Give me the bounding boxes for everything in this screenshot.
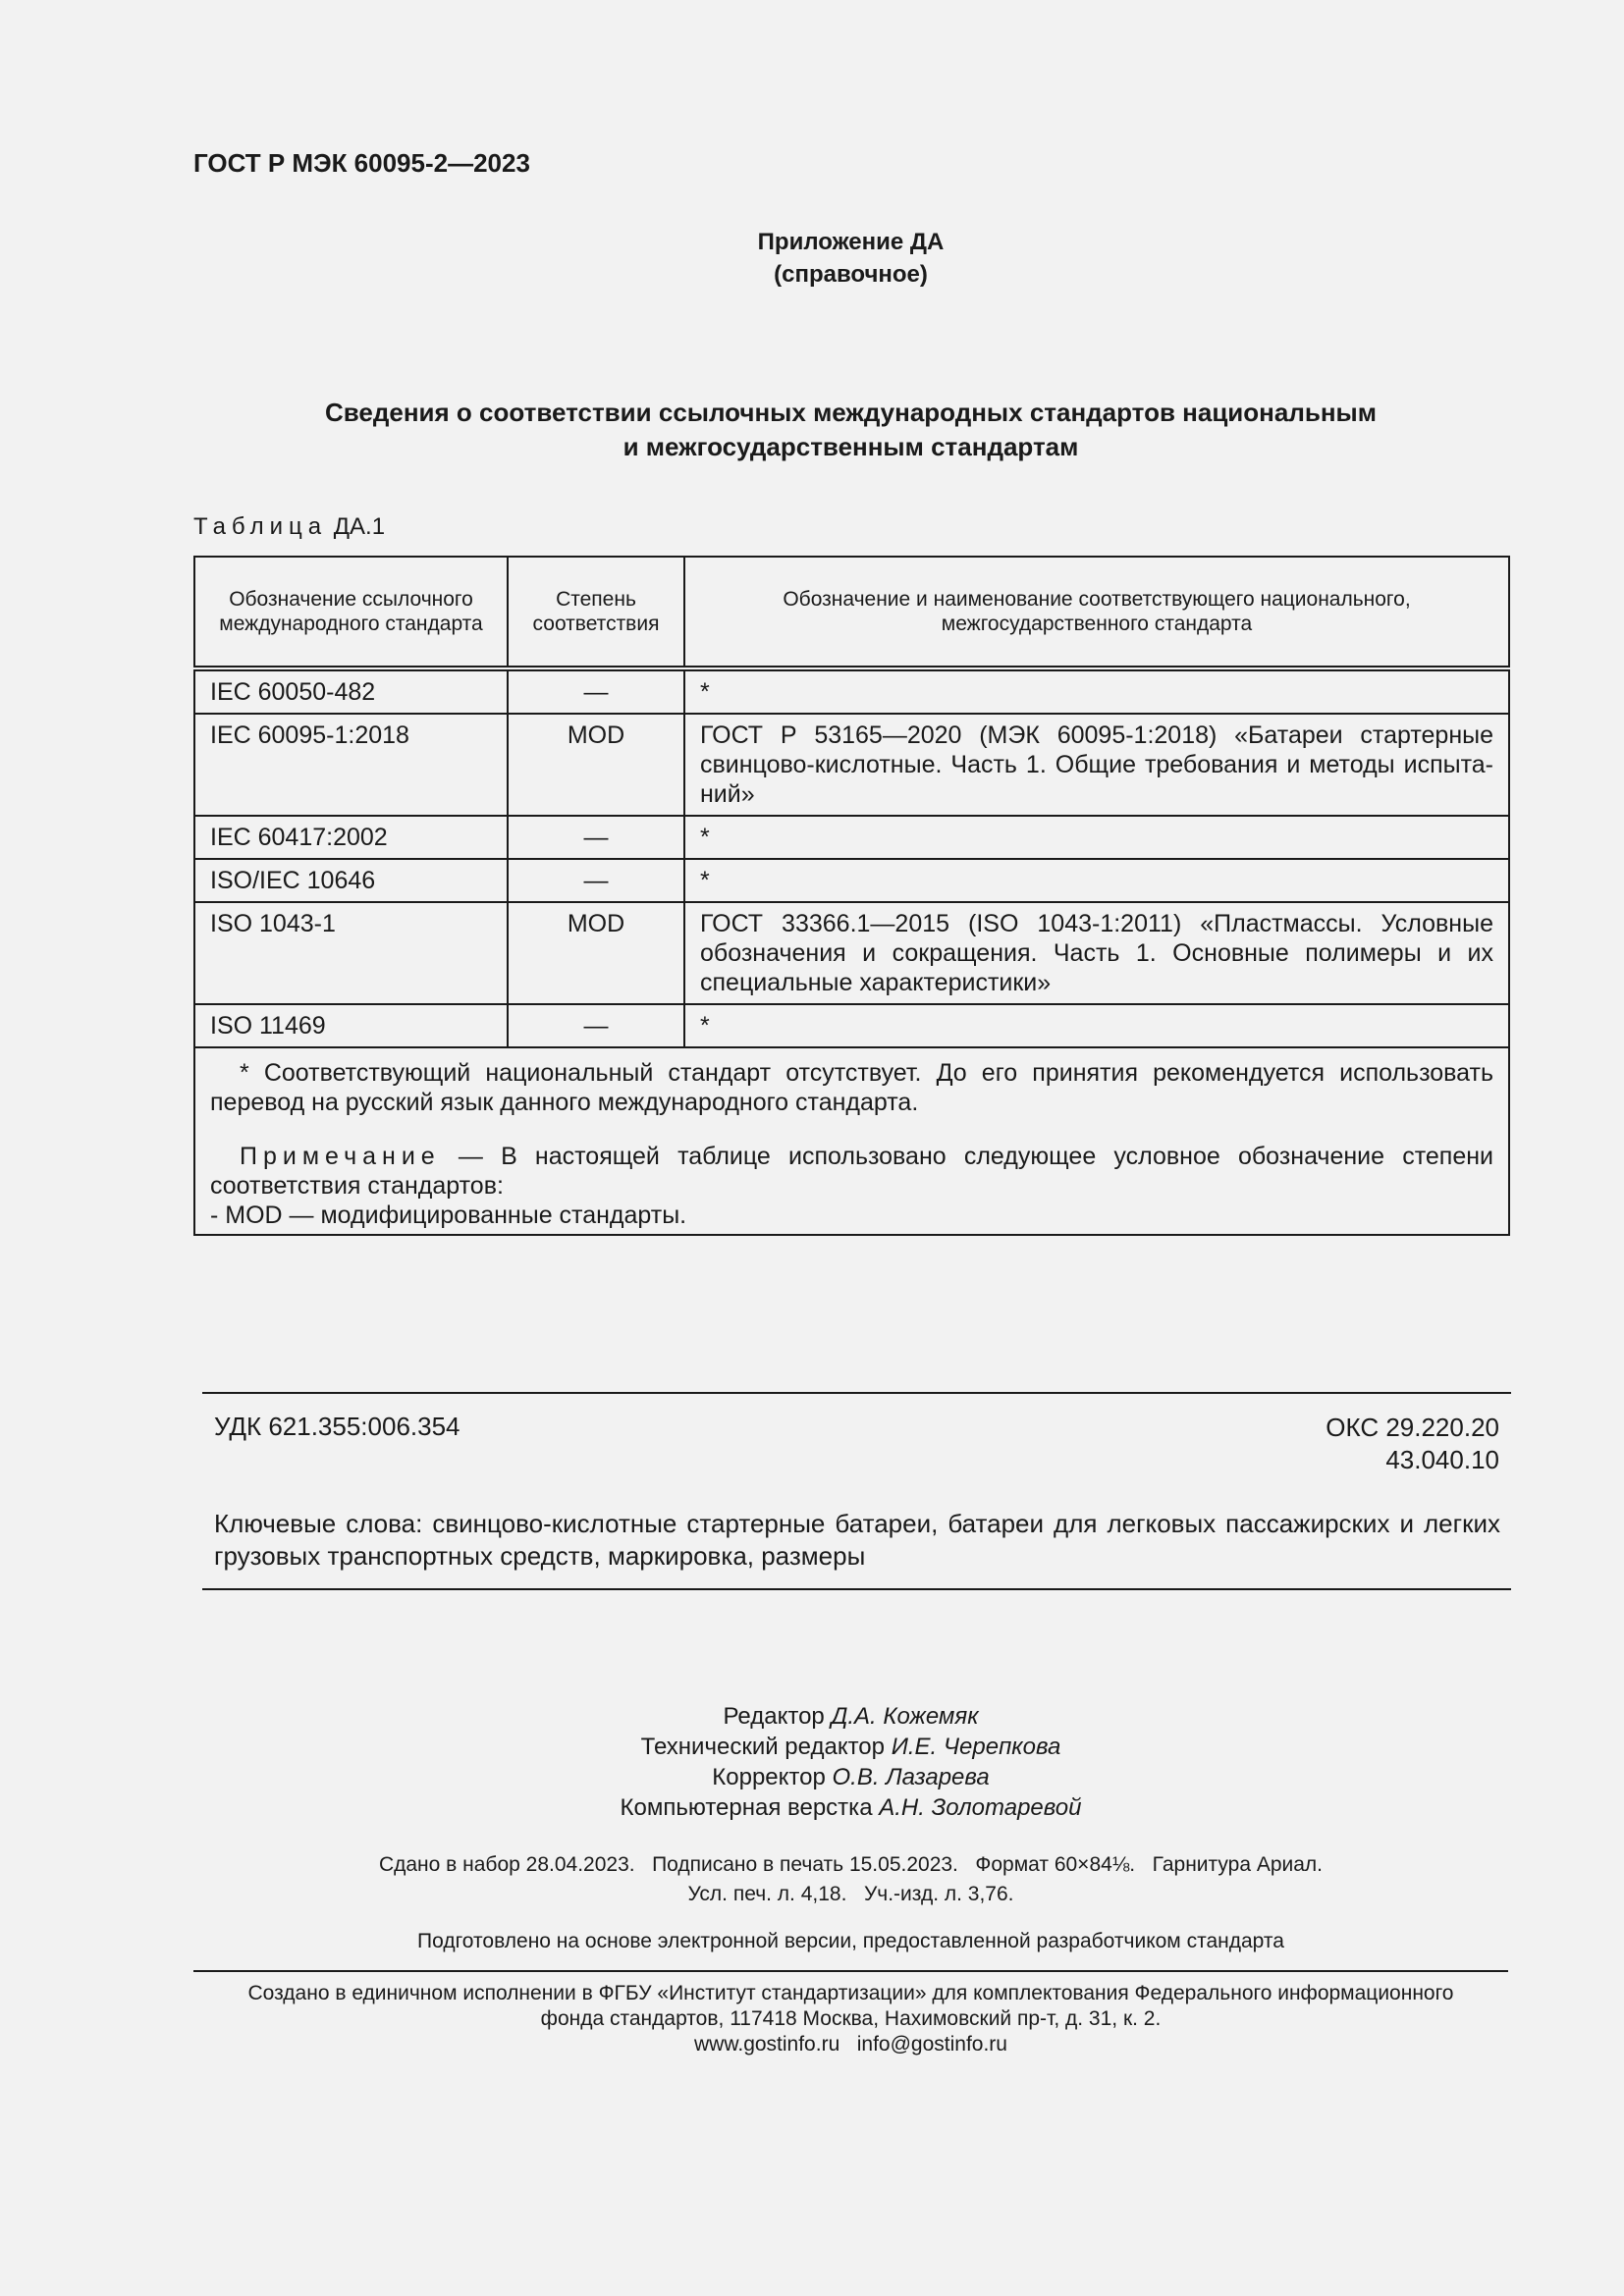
credit-name: А.Н. Золотаревой [879, 1794, 1082, 1821]
oks-code-1: ОКС 29.220.20 [1326, 1413, 1499, 1442]
udk-code: УДК 621.355:006.354 [214, 1412, 460, 1441]
cell-degree: MOD [508, 902, 684, 1004]
column-header-intl: Обозначение ссылочного международного стандарта [194, 557, 508, 668]
cell-national: * [684, 1004, 1509, 1047]
table-row [194, 1004, 1509, 1047]
oks-code-2: 43.040.10 [1385, 1445, 1499, 1474]
credit-name: О.В. Лазарева [832, 1764, 990, 1790]
print-info [0, 1850, 1624, 1909]
oks-codes [1326, 1412, 1499, 1476]
cell-national: ГОСТ 33366.1—2015 (ISO 1043-1:2011) «Пластмассы. Условные обозначения и сокращения. Часть 1. Основные полимеры и их специальные характеристики» [684, 902, 1509, 1004]
divider-publisher [193, 1970, 1508, 1972]
credit-role: Технический редактор [640, 1734, 886, 1760]
appendix-kind: (справочное) [774, 261, 928, 288]
cell-degree: — [508, 859, 684, 902]
credit-role: Корректор [712, 1764, 826, 1790]
cell-national: * [684, 668, 1509, 714]
divider-top [202, 1392, 1511, 1394]
note-text: — В настоящей таблице использовано следующее условное обозначение степени соответствия стандартов: [210, 1143, 1493, 1200]
publisher-line2: фонда стандартов, 117418 Москва, Нахимовский пр-т, д. 31, к. 2. [540, 2007, 1162, 2030]
cell-intl: IEC 60050-482 [194, 668, 508, 714]
table-row [194, 668, 1509, 714]
table-caption-number: ДА.1 [333, 513, 386, 540]
table-row [194, 902, 1509, 1004]
table-footer-row [194, 1047, 1509, 1235]
credit-name: Д.А. Кожемяк [831, 1703, 979, 1730]
table-header-row [194, 557, 1509, 668]
credit-line [0, 1701, 1624, 1732]
print-info-line2: Усл. печ. л. 4,18. Уч.-изд. л. 3,76. [687, 1883, 1014, 1905]
credits [0, 1701, 1624, 1823]
cell-intl: IEC 60417:2002 [194, 816, 508, 859]
cell-intl: ISO 1043-1 [194, 902, 508, 1004]
cell-degree: — [508, 816, 684, 859]
table-caption-word: Таблица [193, 513, 328, 540]
cell-national: * [684, 859, 1509, 902]
table-footnote: * Соответствующий национальный стандарт отсутствует. До его принятия рекомендуется использовать перевод на русский язык данного международного стандарта. [210, 1059, 1493, 1116]
section-title-line2: и межгосударственным стандартам [623, 432, 1079, 461]
credit-role: Компьютерная верстка [620, 1794, 873, 1821]
section-title [0, 396, 1624, 464]
correspondence-table [193, 556, 1510, 1236]
divider-bottom [202, 1588, 1511, 1590]
appendix-heading [0, 226, 1624, 291]
publisher-info [0, 1981, 1624, 2057]
cell-national: * [684, 816, 1509, 859]
column-header-degree: Степень соответствия [508, 557, 684, 668]
note-word: Примечание [240, 1143, 441, 1170]
publisher-line1: Создано в единичном исполнении в ФГБУ «Институт стандартизации» для комплектования Федерального информационного [247, 1982, 1454, 2004]
table-row [194, 714, 1509, 816]
cell-intl: ISO 11469 [194, 1004, 508, 1047]
credit-role: Редактор [723, 1703, 825, 1730]
table-row [194, 816, 1509, 859]
cell-intl: IEC 60095-1:2018 [194, 714, 508, 816]
table-note [210, 1142, 1493, 1201]
credit-line [0, 1732, 1624, 1762]
cell-national: ГОСТ Р 53165—2020 (МЭК 60095-1:2018) «Батареи стартерные свинцово-кислотные. Часть 1. Общие требования и методы испыта-ний» [684, 714, 1509, 816]
print-info-line1: Сдано в набор 28.04.2023. Подписано в печать 15.05.2023. Формат 60×84⅛. Гарнитура Ариал. [378, 1853, 1324, 1876]
column-header-national: Обозначение и наименование соответствующего национального, межгосударственного стандарта [684, 557, 1509, 668]
credit-name: И.Е. Черепкова [891, 1734, 1061, 1760]
table-footer [194, 1047, 1509, 1235]
section-title-line1: Сведения о соответствии ссылочных международных стандартов национальным [325, 398, 1377, 427]
credit-line [0, 1792, 1624, 1823]
keywords: Ключевые слова: свинцово-кислотные стартерные батареи, батареи для легковых пассажирских и легких грузовых транспортных средств, маркировка, размеры [214, 1509, 1500, 1571]
prepared-note: Подготовлено на основе электронной версии, предоставленной разработчиком стандарта [417, 1930, 1284, 1952]
document-code: ГОСТ Р МЭК 60095-2—2023 [193, 148, 530, 178]
cell-intl: ISO/IEC 10646 [194, 859, 508, 902]
table-caption [193, 513, 385, 541]
cell-degree: — [508, 1004, 684, 1047]
publisher-links: www.gostinfo.ru info@gostinfo.ru [694, 2033, 1007, 2056]
credit-line [0, 1762, 1624, 1792]
appendix-title: Приложение ДА [757, 229, 945, 255]
note-item: - MOD — модифицированные стандарты. [210, 1201, 687, 1229]
cell-degree: — [508, 668, 684, 714]
cell-degree: MOD [508, 714, 684, 816]
table-row [194, 859, 1509, 902]
